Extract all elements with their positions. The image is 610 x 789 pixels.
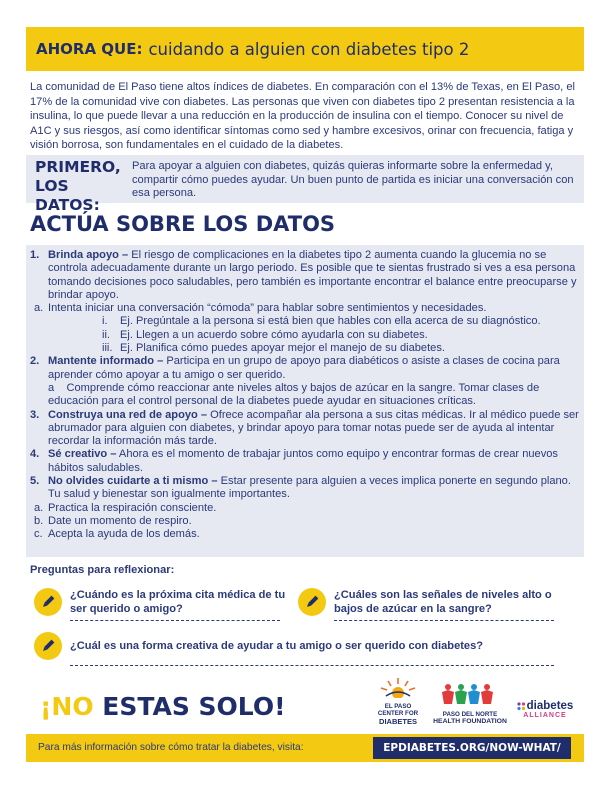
pdn-line2: HEALTH FOUNDATION bbox=[433, 718, 507, 725]
action-text: Ahora es el momento de trabajar juntos como equipo y encontrar formas de crear nuevos hábitos saludables. bbox=[48, 448, 558, 474]
action-item-4 bbox=[30, 448, 580, 475]
action-subitem bbox=[30, 382, 580, 409]
action-number: 4. bbox=[30, 448, 40, 461]
action-subitem bbox=[30, 502, 580, 515]
action-heading: Sé creativo – bbox=[48, 448, 117, 461]
pencil-icon bbox=[34, 588, 62, 616]
action-number: 1. bbox=[30, 249, 40, 261]
roman-numeral: iii. bbox=[102, 342, 113, 355]
el-paso-center-logo bbox=[368, 676, 428, 726]
action-item-1 bbox=[30, 249, 580, 302]
header-banner bbox=[26, 27, 584, 71]
action-heading: Mantente informado – bbox=[48, 355, 164, 368]
datos-heading bbox=[35, 158, 135, 215]
diabetes-alliance-logo bbox=[514, 700, 576, 719]
action-heading: Construya una red de apoyo – bbox=[48, 408, 208, 421]
sub-letter: a. bbox=[34, 501, 44, 514]
example-text: Ej. Planifica cómo puedes apoyar mejor el manejo de su diabetes. bbox=[120, 342, 445, 355]
datos-heading-line2: LOS DATOS: bbox=[35, 177, 100, 214]
center-line1: EL PASO bbox=[384, 703, 412, 710]
roman-numeral: i. bbox=[102, 315, 108, 328]
action-subitem bbox=[30, 302, 580, 315]
no-word: NO bbox=[51, 692, 94, 721]
sub-text: Practica la respiración consciente. bbox=[48, 501, 217, 514]
action-text: Participa en un grupo de apoyo para diabéticos o asiste a clases de cocina para aprender cómo apoyar a tu amigo o ser querido. bbox=[48, 355, 560, 381]
intro-paragraph: La comunidad de El Paso tiene altos índices de diabetes. En comparación con el 13% de Texas, en El Paso, el 17% de la comunidad vive con diabetes. Las personas que viven con diabetes tipo 2 presentan resistencia a la insulina, lo que puede llevar a una reducción en la producción de insulina con el tiempo. Conocer su nivel de A1C y sus riesgos, así como identificar síntomas como sed y hambre excesivos, orinar con frecuencia, fatiga y visión borrosa, son fundamentales en el cuidado de la diabetes. bbox=[30, 81, 575, 152]
exclamation-mark: ¡ bbox=[40, 692, 52, 721]
action-heading: Brinda apoyo – bbox=[48, 249, 129, 261]
action-number: 2. bbox=[30, 355, 40, 368]
center-line2: CENTER FOR bbox=[377, 710, 419, 717]
roman-numeral: ii. bbox=[102, 328, 111, 341]
action-example bbox=[30, 315, 580, 328]
pencil-icon bbox=[34, 632, 62, 660]
question-3: ¿Cuál es una forma creativa de ayudar a tu amigo o ser querido con diabetes? bbox=[70, 640, 484, 652]
people-icon bbox=[430, 682, 510, 706]
sub-letter: b. bbox=[34, 514, 44, 527]
action-example bbox=[30, 342, 580, 355]
alliance-dots-icon bbox=[517, 702, 526, 711]
sub-text: a Comprende cómo reaccionar ante niveles altos y bajos de azúcar en la sangre. Tomar clases de educación para el control personal de la diabetes puede ayudar en situaciones críticas. bbox=[48, 381, 543, 408]
datos-text: Para apoyar a alguien con diabetes, quizás quieras informarte sobre la enfermedad y, compartir cómo puedes ayudar. Un buen punto de partida es iniciar una conversación con esa persona. bbox=[132, 160, 574, 199]
paso-del-norte-logo bbox=[430, 682, 510, 725]
action-text: El riesgo de complicaciones en la diabetes tipo 2 aumenta cuando la glucemia no se controla adecuadamente durante un largo periodo. Es posible que te sientas frustrado si ves a esa persona tomando decisiones poco saludables, pero también es importante encontrar el balance entre preocuparse y brindar apoyo. bbox=[48, 249, 577, 301]
action-text: Ofrece acompañar ala persona a sus citas médicas. Ir al médico puede ser abrumador para alguien con diabetes, y brindar apoyo para tomar notas puede ser de ayuda al intentar recordar la información más tarde. bbox=[48, 408, 579, 448]
datos-heading-line1: PRIMERO, bbox=[35, 158, 121, 176]
alliance-line1: diabetes bbox=[526, 700, 574, 712]
pdn-line1: PASO DEL NORTE bbox=[442, 711, 498, 718]
action-text: Estar presente para alguien a veces implica ponerte en segundo plano. Tu salud y bienestar son igualmente importantes. bbox=[48, 475, 571, 501]
action-item-5 bbox=[30, 475, 580, 502]
action-number: 5. bbox=[30, 475, 40, 488]
answer-line bbox=[70, 665, 554, 666]
header-lead: AHORA QUE: bbox=[36, 40, 143, 58]
no-estas-solo-title bbox=[40, 692, 286, 721]
action-subitem bbox=[30, 515, 580, 528]
sub-text: Date un momento de respiro. bbox=[48, 514, 192, 527]
header-title: cuidando a alguien con diabetes tipo 2 bbox=[148, 39, 470, 59]
footer-url-link[interactable]: EPDIABETES.ORG/NOW-WHAT/ bbox=[373, 737, 571, 759]
center-line3: DIABETES bbox=[379, 717, 417, 726]
action-heading: No olvides cuidarte a ti mismo – bbox=[48, 475, 218, 488]
answer-line bbox=[70, 620, 280, 621]
action-item-3 bbox=[30, 409, 580, 449]
sub-text: Intenta iniciar una conversación “cómoda” para hablar sobre sentimientos y necesidades. bbox=[48, 302, 487, 315]
pencil-icon bbox=[298, 588, 326, 616]
alliance-line2: ALLIANCE bbox=[523, 712, 567, 719]
answer-line bbox=[334, 620, 554, 621]
example-text: Ej. Pregúntale a la persona si está bien que hables con ella acerca de su diagnóstico. bbox=[120, 315, 541, 328]
question-2: ¿Cuáles son las señales de niveles alto o bajos de azúcar en la sangre? bbox=[334, 589, 552, 615]
action-item-2 bbox=[30, 355, 580, 382]
footer-text: Para más información sobre cómo tratar la diabetes, visita: bbox=[38, 742, 304, 753]
example-text: Ej. Llegen a un acuerdo sobre cómo ayudarla con su diabetes. bbox=[120, 328, 428, 341]
action-number: 3. bbox=[30, 408, 40, 421]
actions-list bbox=[30, 249, 580, 542]
sub-letter: a. bbox=[34, 302, 44, 315]
actua-title: ACTÚA SOBRE LOS DATOS bbox=[30, 212, 336, 236]
alliance-wordmark bbox=[514, 700, 576, 712]
action-example bbox=[30, 329, 580, 342]
question-1: ¿Cuándo es la próxima cita médica de tu ser querido o amigo? bbox=[70, 589, 286, 615]
action-subitem bbox=[30, 528, 580, 541]
estas-solo-word: ESTAS SOLO! bbox=[93, 692, 286, 721]
sub-text: Acepta la ayuda de los demás. bbox=[48, 528, 200, 541]
sub-letter: c. bbox=[34, 528, 43, 541]
questions-title: Preguntas para reflexionar: bbox=[30, 564, 175, 576]
sun-icon bbox=[368, 676, 428, 698]
